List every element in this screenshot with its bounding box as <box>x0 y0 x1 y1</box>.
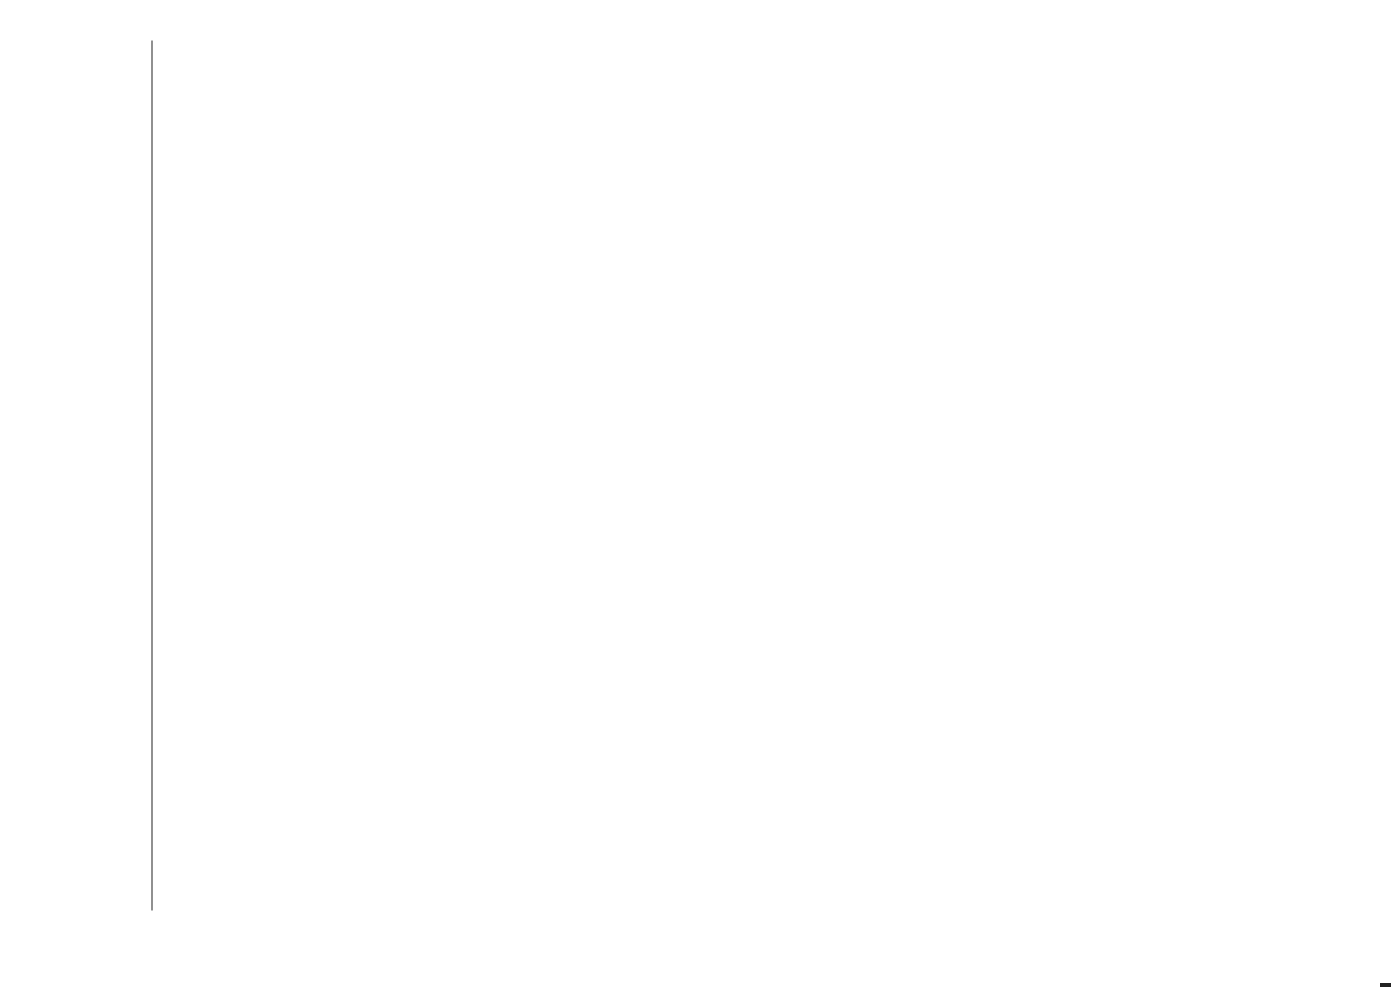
dfg-credit <box>1380 983 1391 990</box>
header-rule <box>152 41 153 911</box>
dfg-logo <box>1380 983 1391 987</box>
rotated-page <box>0 1 1397 1001</box>
